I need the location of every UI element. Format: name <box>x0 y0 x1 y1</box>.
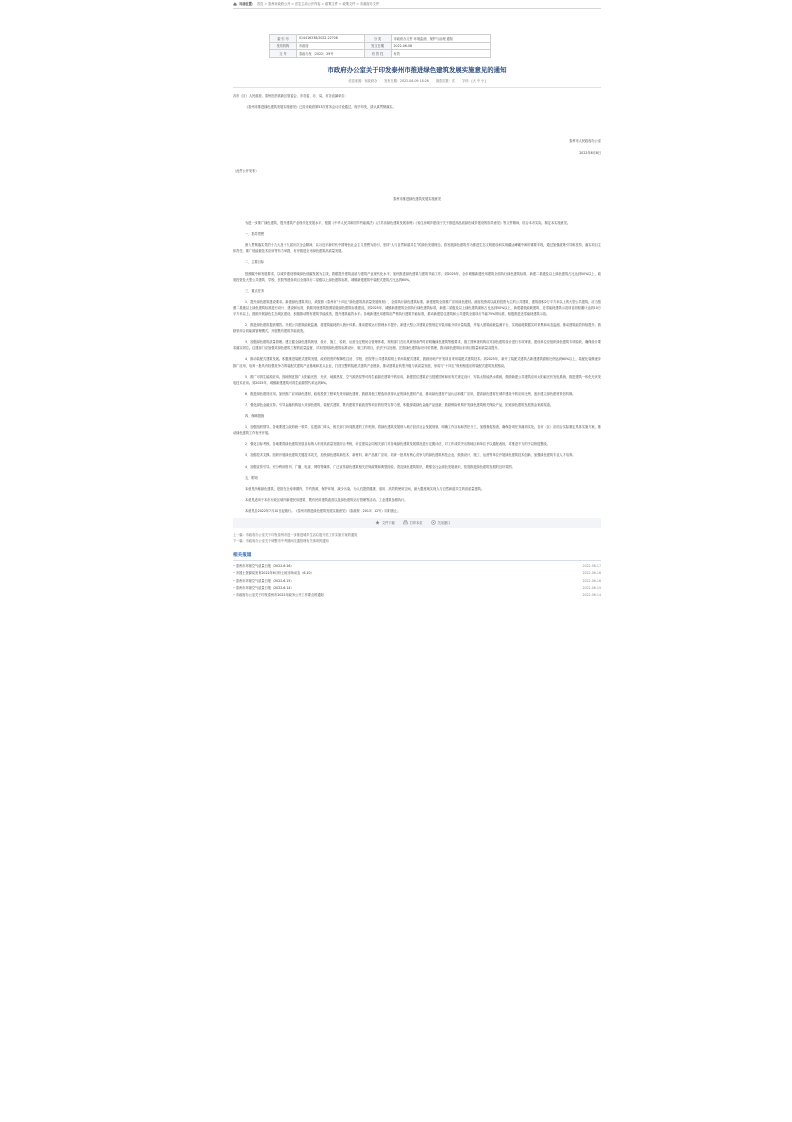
article-info <box>233 78 601 88</box>
related-item <box>233 592 601 599</box>
download-label: 文件下载 <box>382 521 395 526</box>
body-paragraph: 1．加强组织领导。各地要建立政府统一领导、住建部门牵头、相关部门协同推进的工作机制，将绿色建筑发展纳入地方经济社会发展规划，明确工作目标和责任分工，加强督促检查，确保各项任务落到实处。各市（区）应结合实际制定具体实施方案，推动绿色建筑工作有序开展。 <box>233 425 601 436</box>
prev-next-links <box>233 532 601 544</box>
related-item-title[interactable]: • 泰州市环境空气质量日报（2022.6.16） <box>233 563 294 570</box>
salutation: 各市（区）人民政府，泰州医药高新区管委会，市各委、办、局，市各直属单位： <box>233 93 348 98</box>
metadata-row <box>270 35 491 43</box>
breadcrumb-separator: > <box>264 2 268 6</box>
body-paragraph: 4．加强宣传引导。充分利用报刊、广播、电视、网络等媒体，广泛宣传绿色建筑相关法规政策和典型经验，普及绿色建筑知识，增强全社会绿色发展意识，营造推进绿色建筑发展的良好氛围。 <box>245 464 515 469</box>
body-paragraph: 3．加强绿色建筑质量管理。建立健全绿色建筑规划、设计、施工、验收、运营全过程闭合管理体系，规划部门在出具规划条件时应明确绿色建筑等级要求，施工图审查机构应对绿色建筑设计进行专项审查，建设单位应组织绿色建筑专项验收，确保设计要求落实到位。住建部门应加强对绿色建筑工程的质量监督，对未按照绿色建筑标准设计、施工的项目，依法予以处理。完善绿色建筑标识评价管理，推动绿色建筑标识项目数量和质量双提升。 <box>233 340 601 351</box>
breadcrumb-location-label: 当前位置： <box>239 2 255 6</box>
article-body <box>233 93 601 514</box>
body-paragraph: 本意见适用于本市行政区域内新建民用建筑、既有民用建筑改造以及绿色建筑运行管理等活动。工业建筑参照执行。 <box>245 497 408 502</box>
related-item-title[interactable]: • 市政府办公室关于印发泰州市2022年政务公开工作要点的通知 <box>233 592 324 599</box>
related-item-date: 2022-06-16 <box>582 578 601 583</box>
body-paragraph: 深入贯彻落实党的十九大及十九届历次全会精神，以习近平新时代中国特色社会主义思想为指引，坚持“人与自然和谐共生”的绿色发展理念，将发展绿色建筑作为推进生态文明建设和实现碳达峰碳中和的重要手段，通过加强政策引导和扶持，落实项目主体责任，推广低能耗技术应用等有力举措，有序推进全市绿色建筑高质量发展。 <box>233 243 601 254</box>
close-icon <box>431 520 436 525</box>
related-item <box>233 570 601 577</box>
body-paragraph: 一、指导思想 <box>245 232 265 237</box>
info-source: 信息来源：市政府办 <box>348 78 378 83</box>
metadata-row <box>270 50 491 58</box>
body-paragraph: 2．推进绿色建筑提质增效。开展公共建筑能耗监测，将建筑能耗纳入统计体系，推动建筑运行管理水平提升。新建大型公共建筑应按规定安装用能分项计量装置，并接入建筑能耗监测平台，实现能耗数据实时采集和动态监测，推动建筑能效持续提升。鼓励采用合同能源管理模式，开展既有建筑节能改造。 <box>233 323 601 334</box>
body-paragraph: 4．推动装配式建筑发展。积极推进装配式建筑发展，政府投资的保障性住房、学校、医院等公共建筑原则上采用装配式建筑，鼓励房地产开发项目采用装配式建筑技术。到2025年，新开工装配式建筑占新建建筑面积比例达到60%以上，装配化装修逐步推广应用，培育一批具有较强竞争力的装配式建筑产业基地和龙头企业，打造完整的装配式建筑产业链条，推动建筑业转型升级与高质量发展，形成与“十四五”规划相适应的装配式建筑发展格局。 <box>233 357 601 368</box>
metadata-value: 市政府办文件 环境监测、保护与治理 通知 <box>391 35 490 43</box>
related-item <box>233 585 601 592</box>
metadata-row <box>270 42 491 50</box>
body-paragraph: 3．加强技术支撑。组织开展绿色建筑关键技术攻关，加快绿色建筑新技术、新材料、新产品推广应用，培育一批具有核心竞争力的绿色建筑科技企业，鼓励设计、施工、运营等单位开展绿色建筑技术创新，加强绿色建筑专业人才培养。 <box>245 453 576 458</box>
signature-org: 泰州市人民政府办公室 <box>569 138 601 143</box>
related-item-title[interactable]: • 泰州市环境空气质量日报（2022.6.15） <box>233 578 294 585</box>
metadata-table <box>269 34 491 58</box>
page-title: 市政府办公室关于印发泰州市推进绿色建筑发展实施意见的通知 <box>327 65 507 74</box>
metadata-value: 泰政办发〔2022〕29号 <box>297 50 365 58</box>
related-item <box>233 578 601 585</box>
breadcrumb-link[interactable]: 泰州市政府公开 <box>268 2 291 6</box>
breadcrumb-separator: > <box>321 2 325 6</box>
body-paragraph: 5．推广可再生能源应用。因地制宜推广太阳能光热、光伏、地源热泵、空气源热泵等可再生能源在建筑中的应用，新建居住建筑应当按照国家和省有关规定设计、安装太阳能热水系统，鼓励新建公共建筑应用太阳能光伏发电系统，推进建筑一体化光伏发电技术应用。到2025年，城镇新建建筑可再生能源替代率达到8%。 <box>233 374 601 385</box>
related-item-date: 2022-06-14 <box>582 593 601 598</box>
download-button[interactable] <box>375 520 395 525</box>
breadcrumb-separator: > <box>356 2 360 6</box>
document-subtitle: 泰州市推进绿色建筑发展实施意见 <box>393 196 441 201</box>
related-item-date: 2022-06-15 <box>582 585 601 590</box>
metadata-value: 有效 <box>391 50 490 58</box>
close-label: 关闭窗口 <box>437 521 451 526</box>
breadcrumb-link[interactable]: 政策文件 <box>325 2 338 6</box>
star-icon <box>375 520 380 525</box>
breadcrumb-separator: > <box>291 2 294 6</box>
related-item-date: 2022-06-16 <box>582 571 601 576</box>
breadcrumb-separator: > <box>338 2 342 6</box>
body-paragraph: 7．强化绿色金融支持。引导金融机构加大对绿色建筑、装配式建筑、既有建筑节能改造等项目的信贷支持力度，积极探索绿色金融产品创新，鼓励保险机构开发绿色建筑相关保险产品，拓宽绿色建筑发展资金来源渠道。 <box>245 402 554 407</box>
metadata-value: 2022-06-08 <box>391 42 490 50</box>
intro-paragraph: 《泰州市推进绿色建筑发展实施意见》已经市政府第53次常务会议讨论通过，现予印发，请认真贯彻落实。 <box>245 104 396 109</box>
metadata-key: 有 效 性 <box>364 50 391 58</box>
info-date: 发布日期：2022-06-09 18:26 <box>384 78 429 83</box>
info-views: 浏览次数：次 <box>435 78 455 83</box>
body-paragraph: 6．推进绿色建材应用。加快推广应用绿色建材，政府投资工程率先采用绿色建材，鼓励其他工程选用获得认证的绿色建材产品，推动绿色建材产品认证和推广应用，提高绿色建材在城乡建设中的应用比例，逐步建立绿色建材采信机制。 <box>245 391 576 396</box>
metadata-value: 014416338/2022-22708 <box>297 35 365 43</box>
related-item <box>233 563 601 570</box>
body-paragraph: 三、重点任务 <box>245 288 265 293</box>
prev-link[interactable]: 上一篇：市政府办公室关于印发泰州市进一步推进城乡生活垃圾分类工作实施方案的通知 <box>233 532 358 537</box>
print-button[interactable] <box>403 520 423 525</box>
body-paragraph: 四、保障措施 <box>245 414 265 419</box>
related-item-date: 2022-06-17 <box>582 563 601 568</box>
breadcrumb-link[interactable]: 政策文件 <box>342 2 356 6</box>
next-link[interactable]: 下一篇：市政府办公室关于调整市中考期间交通管理有关事项的通知 <box>233 538 329 543</box>
body-paragraph: 本意见自2022年7月10日起施行。《泰州市推进绿色建筑发展实施意见》（泰政规〔2013〕12号）同时废止。 <box>245 508 401 513</box>
breadcrumb-link[interactable]: 首页 <box>256 2 264 6</box>
body-paragraph: 按照碳中和发展要求，以城乡建设领域绿色低碳发展为主线，着眼提升建筑品质与建筑产业现代化水平，加快推进绿色建筑与建筑节能工作，到2025年，全市城镇新建民用建筑全面执行绿色建筑标准，新建二星级及以上绿色建筑占比达到50%以上，政府投资及大型公共建筑、学校、医院等建设项目全面执行二星级以上绿色建筑标准，城镇新建建筑中装配式建筑占比达到60%。 <box>233 271 601 282</box>
print-icon <box>403 520 408 525</box>
related-list <box>233 563 601 599</box>
signature-date: 2022年6月8日 <box>579 150 601 155</box>
breadcrumb <box>233 0 601 9</box>
article-toolbar <box>233 518 601 528</box>
metadata-key: 文 号 <box>270 50 297 58</box>
home-icon <box>233 2 237 6</box>
print-label: 打印本页 <box>409 521 423 526</box>
related-heading: 相关报道 <box>233 552 601 561</box>
body-paragraph: 五、附则 <box>245 475 258 480</box>
metadata-key: 索 引 号 <box>270 35 297 43</box>
related-item-title[interactable]: • 泰州市环境空气质量日报（2022.6.14） <box>233 585 294 592</box>
breadcrumb-link[interactable]: 法定主动公开内容 <box>295 2 321 6</box>
metadata-key: 发布机构 <box>270 42 297 50</box>
body-paragraph: 2．强化目标考核。各地要将绿色建筑发展目标纳入年度高质量发展综合考核，市住建局会同相关部门对各地绿色建筑发展情况进行定期评估，对工作成效突出的地区和单位予以通报表扬，对推进不力的予以督促整改。 <box>245 442 550 447</box>
page <box>233 0 601 599</box>
body-paragraph: 为进一步推广绿色建筑，提升建筑产业现代化发展水平，根据《中华人民共和国节约能源法》《江苏省绿色建筑发展条例》《省住房城乡建设厅关于推进高品质绿色城乡建设的指导意见》等文件精神，结合本市实际，制定本实施意见。 <box>245 221 571 226</box>
close-button[interactable] <box>431 520 451 525</box>
metadata-key: 分 类 <box>364 35 391 43</box>
metadata-key: 发文日期 <box>364 42 391 50</box>
disclosure-note: （此件公开发布） <box>233 168 259 173</box>
body-paragraph: 本意见所称绿色建筑，是指在全寿命期内，节约资源、保护环境、减少污染，为人们提供健康、适用、高效的使用空间，最大限度地实现人与自然和谐共生的高质量建筑。 <box>245 486 485 491</box>
body-paragraph: 二、主要目标 <box>245 260 265 265</box>
metadata-value: 市政府 <box>297 42 365 50</box>
body-paragraph: 1．提升绿色建筑建设要求。新建绿色建筑项目，须按照《泰州市“十四五”绿色建筑高质量发展规划》、全面执行绿色建筑标准，新建建筑全面推广应用绿色建材。政府投资或以政府投资为主的公共建筑、建筑面积2万平方米以上的大型公共建筑，应当按照二星级以上绿色建筑标准进行设计、建设和运营，鼓励其他建筑按照星级绿色建筑标准建设。到2025年，城镇新建建筑全面执行绿色建筑标准，新建二星级及以上绿色建筑面积占比达到50%以上，新建超低能耗建筑、近零能耗建筑示范项目面积累计达到10万平方米以上。鼓励开展绿色生态城区建设，积极推动既有建筑节能改造，提升建筑能效水平。各地新建民用建筑应严格执行建筑节能标准，推动新建居住建筑和公共建筑全面执行节能75%的标准，积极推进近零能耗建筑示范。 <box>233 299 601 316</box>
font-size-switch[interactable]: 字体：[大 中 小] <box>461 78 486 83</box>
related-item-title[interactable]: • 市国土资源局发布2022年6月份土地市场动态（6.10） <box>233 570 314 577</box>
article-paragraphs <box>233 220 601 514</box>
breadcrumb-link[interactable]: 市政府办文件 <box>360 2 380 6</box>
